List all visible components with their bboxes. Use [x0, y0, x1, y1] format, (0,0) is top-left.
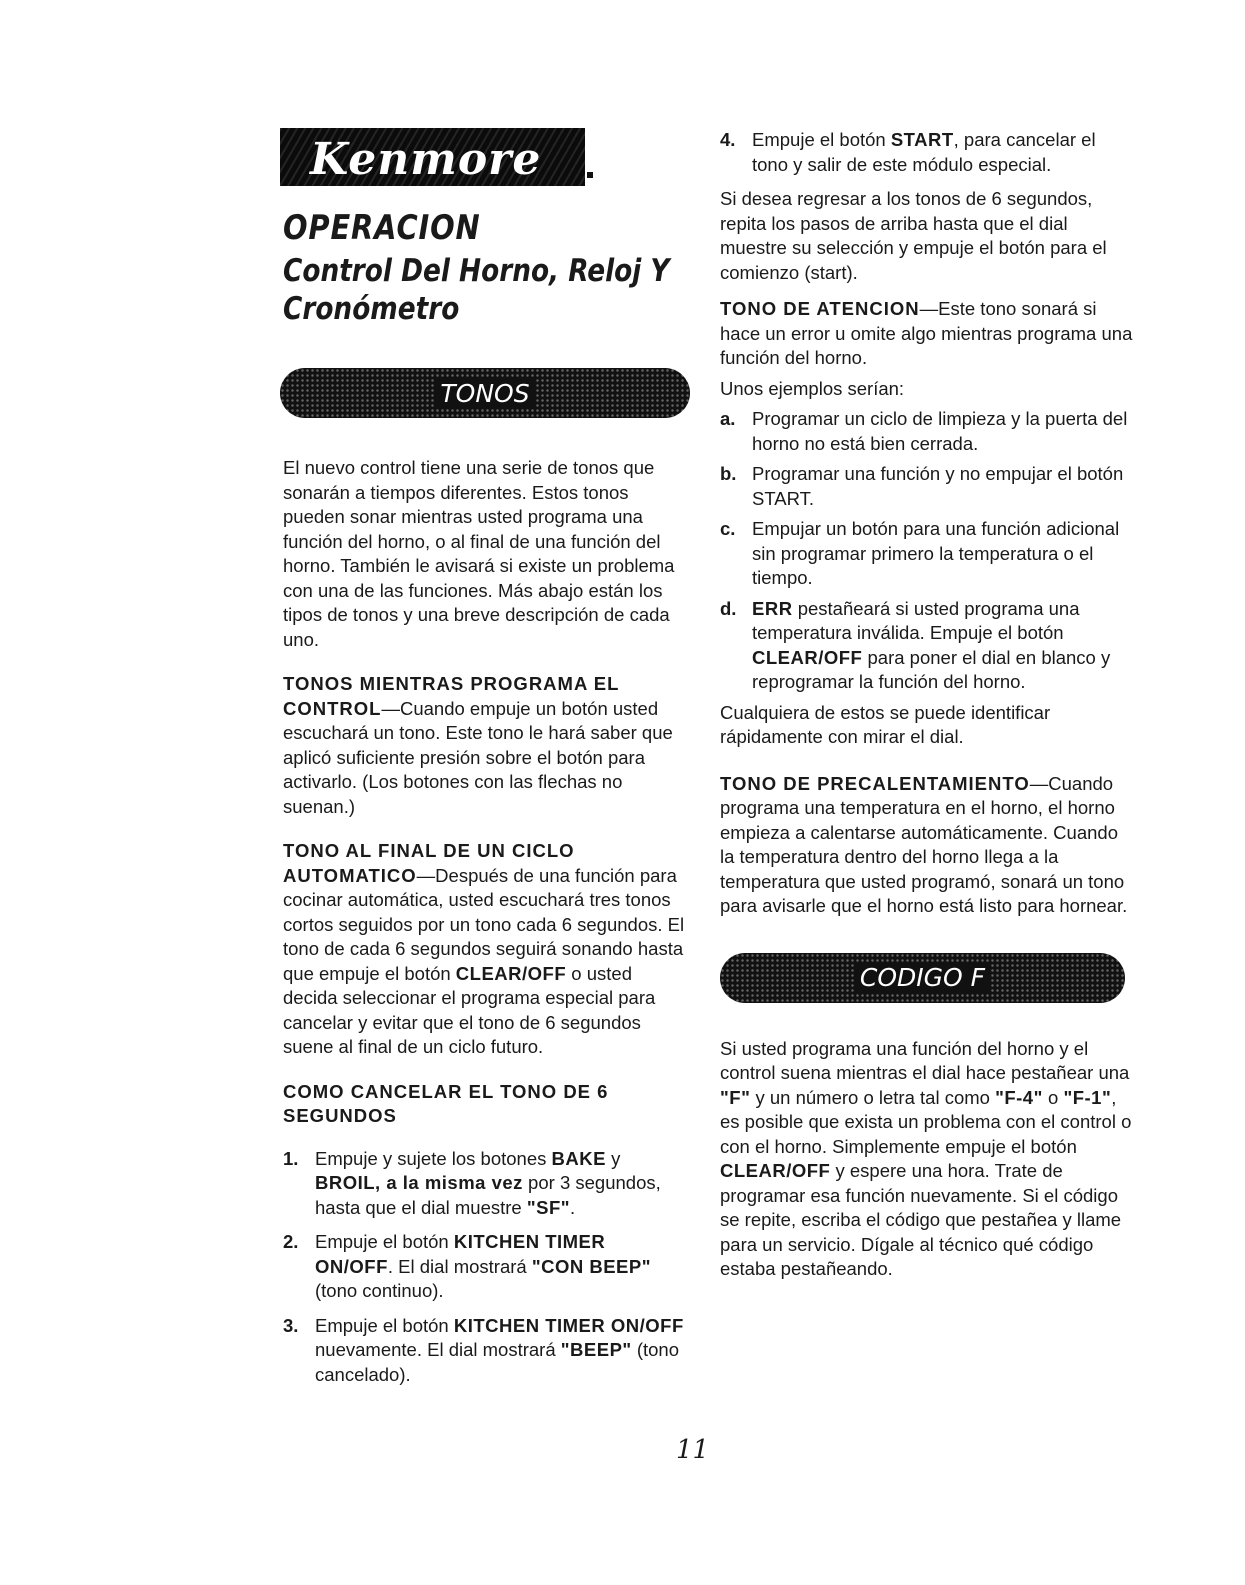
- intro-paragraph: El nuevo control tiene una serie de tonos que sonarán a tiempos diferentes. Estos tonos pueden sonar mientras usted programa una función del horno, o al final de una función del horno. También le avisará si existe un problema con una de las funciones. Más abajo están los tipos de tonos y una breve descripción de cada uno.: [283, 457, 675, 650]
- list-item: c. Empujar un botón para una función adicional sin programar primero la temperatura o el tiempo.: [720, 518, 1120, 588]
- codigo-f-banner: CODIGO F: [720, 953, 1125, 1003]
- page-title: OPERACION: [283, 208, 481, 248]
- tonos-banner: TONOS: [280, 368, 690, 418]
- cancel-steps-continued: [720, 128, 1135, 177]
- examples-intro: Unos ejemplos serían:: [720, 377, 905, 399]
- list-item: a. Programar un ciclo de limpieza y la puerta del horno no está bien cerrada.: [720, 408, 1128, 454]
- list-item: 3. Empuje el botón KITCHEN TIMER ON/OFF nuevamente. El dial mostrará "BEEP" (tono cancelado).: [283, 1314, 684, 1385]
- page-subtitle: Control Del Horno, Reloj Y Cronómetro: [283, 253, 670, 327]
- section-tono-final-ciclo: TONO AL FINAL DE UN CICLO AUTOMATICO—Después de una función para cocinar automática, usted escuchará tres tonos cortos seguidos por un tono cada 6 segundos. El tono de cada 6 segundos seguirá sonando hasta que empuje el botón CLEAR/OFF o usted decida seleccionar el programa especial para cancelar y evitar que el tono de 6 segundos suene al final de un ciclo futuro.: [283, 840, 685, 1057]
- cancel-steps-list: [283, 1147, 688, 1388]
- left-column: [283, 128, 688, 1397]
- examples-list: [720, 407, 1135, 695]
- return-paragraph: Si desea regresar a los tonos de 6 segundos, repita los pasos de arriba hasta que el dial muestre su selección y empuje el botón para el comienzo (start).: [720, 188, 1107, 283]
- list-item: 4. Empuje el botón START, para cancelar el tono y salir de este módulo especial.: [720, 129, 1096, 175]
- kenmore-logo: Kenmore: [280, 128, 600, 188]
- right-column: [720, 128, 1135, 1282]
- list-item: b. Programar una función y no empujar el botón START.: [720, 463, 1124, 509]
- list-item: 2. Empuje el botón KITCHEN TIMER ON/OFF. El dial mostrará "CON BEEP" (tono continuo).: [283, 1231, 651, 1301]
- section-tono-atencion: TONO DE ATENCION—Este tono sonará si hace un error u omite algo mientras programa una función del horno.: [720, 298, 1133, 368]
- codigo-f-paragraph: Si usted programa una función del horno y el control suena mientras el dial hace pestañear una "F" y un número o letra tal como "F-4" o "F-1", es posible que exista un problema con el control o con el horno. Simplemente empuje el botón CLEAR/OFF y espere una hora. Trate de programar esa función nuevamente. Si el código se repite, escriba el código que pestañea y llame para un servicio. Dígale al técnico qué código estaba pestañeando.: [720, 1037, 1132, 1279]
- section-tonos-programa: TONOS MIENTRAS PROGRAMA EL CONTROL—Cuando empuje un botón usted escuchará un tono. Este tono le hará saber que aplicó suficiente presión sobre el botón para activarlo. (Los botones con las flechas no suenan.): [283, 673, 673, 817]
- list-item: 1. Empuje y sujete los botones BAKE y BROIL, a la misma vez por 3 segundos, hasta que el dial muestre "SF".: [283, 1147, 661, 1218]
- page-number: 11: [676, 1435, 710, 1465]
- section-precalentamiento: TONO DE PRECALENTAMIENTO—Cuando programa una temperatura en el horno, el horno empieza a calentarse automáticamente. Cuando la temperatura dentro del horno llega a la temperatura que usted programó, sonará un tono para avisarle que el horno está listo para hornear.: [720, 772, 1128, 916]
- section-cancelar-tono: COMO CANCELAR EL TONO DE 6 SEGUNDOS: [283, 1080, 609, 1126]
- list-item: d. ERR pestañeará si usted programa una temperatura inválida. Empuje el botón CLEAR/OFF para poner el dial en blanco y reprogramar la función del horno.: [720, 597, 1111, 692]
- identify-paragraph: Cualquiera de estos se puede identificar rápidamente con mirar el dial.: [720, 701, 1051, 747]
